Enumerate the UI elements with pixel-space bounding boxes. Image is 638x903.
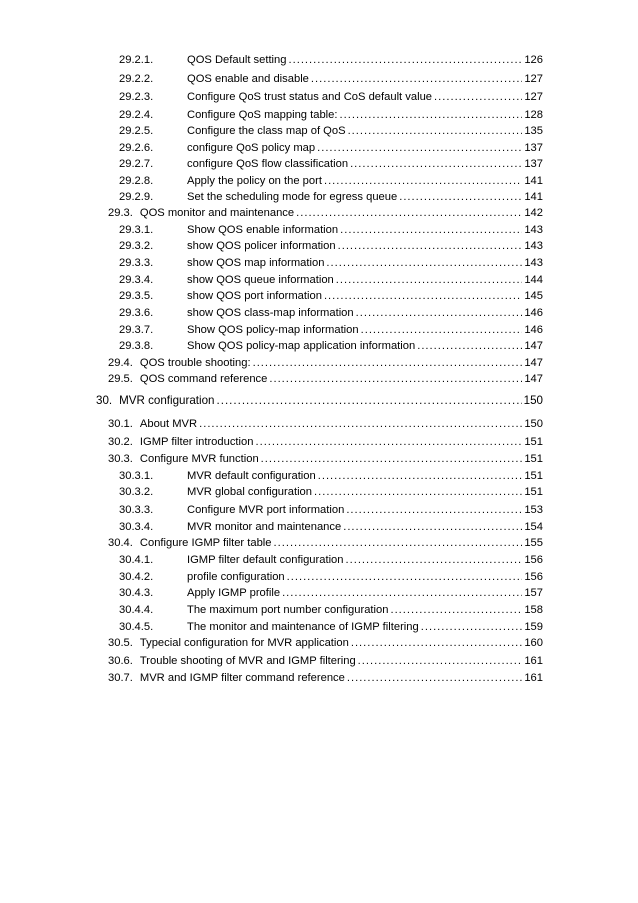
toc-entry-number: 30.4.2. (119, 571, 154, 583)
toc-entry-page-number: 160 (524, 637, 543, 649)
toc-entry-title: MVR default configuration (187, 470, 316, 482)
dot-leader (324, 287, 522, 305)
toc-entry-title: Set the scheduling mode for egress queue (187, 191, 398, 203)
toc-entry-number: 30.4.4. (119, 604, 154, 616)
toc-entry-title: configure QoS policy map (187, 142, 316, 154)
toc-entry-number: 29.3.5. (119, 290, 154, 302)
toc-entry-page-number: 141 (524, 191, 543, 203)
toc-entry-number: 29.2.5. (119, 125, 154, 137)
dot-leader (269, 370, 522, 388)
toc-entry[interactable] (119, 501, 543, 519)
dot-leader (296, 204, 522, 222)
dot-leader (314, 483, 522, 501)
toc-entry-title: Apply the policy on the port (187, 175, 322, 187)
toc-entry-number: 30.4.5. (119, 621, 154, 633)
toc-entry-title: Configure MVR port information (187, 504, 345, 516)
toc-entry-number: 29.3.8. (119, 340, 154, 352)
toc-entry-page-number: 151 (524, 453, 543, 465)
toc-entry-page-number: 128 (524, 109, 543, 121)
toc-entry[interactable] (119, 601, 543, 619)
toc-entry[interactable] (119, 584, 543, 602)
toc-entry-title: QOS Default setting (187, 54, 287, 66)
dot-leader (346, 501, 522, 519)
dot-leader (338, 237, 523, 255)
dot-leader (347, 669, 522, 687)
toc-entry-title: MVR monitor and maintenance (187, 521, 342, 533)
toc-entry-page-number: 137 (524, 142, 543, 154)
toc-entry-title: show QOS class-map information (187, 307, 354, 319)
toc-entry-title: Configure QoS mapping table: (187, 109, 338, 121)
toc-entry-title: IGMP filter default configuration (187, 554, 344, 566)
toc-entry-page-number: 155 (524, 537, 543, 549)
toc-entry-number: 29.3.3. (119, 257, 154, 269)
toc-entry-page-number: 159 (524, 621, 543, 633)
toc-entry[interactable] (119, 122, 543, 140)
toc-entry-page-number: 156 (524, 571, 543, 583)
toc-entry[interactable] (108, 669, 543, 687)
dot-leader (390, 601, 522, 619)
toc-entry-number: 29.3.4. (119, 274, 154, 286)
dot-leader (358, 652, 523, 670)
toc-entry-number: 30.4.3. (119, 587, 154, 599)
dot-leader (350, 155, 522, 173)
toc-entry-page-number: 142 (524, 207, 543, 219)
toc-entry[interactable] (108, 652, 543, 670)
toc-entry-title: Show QOS policy-map information (187, 324, 359, 336)
toc-entry-title: IGMP filter introduction (139, 436, 254, 448)
toc-entry-title: QOS command reference (139, 373, 268, 385)
toc-entry-number: 29.2.7. (119, 158, 154, 170)
toc-entry-number: 30.1. (108, 418, 133, 430)
toc-entry[interactable] (108, 433, 543, 451)
toc-entry[interactable] (119, 551, 543, 569)
toc-entry-page-number: 137 (524, 158, 543, 170)
toc-entry-page-number: 157 (524, 587, 543, 599)
toc-entry[interactable] (108, 450, 543, 468)
toc-entry-page-number: 141 (524, 175, 543, 187)
dot-leader (199, 415, 522, 433)
toc-entry-number: 29.2.3. (119, 91, 154, 103)
toc-entry-number: 29.2.6. (119, 142, 154, 154)
toc-entry-title: MVR configuration (119, 394, 215, 407)
toc-entry-title: configure QoS flow classification (187, 158, 349, 170)
toc-entry[interactable] (108, 370, 543, 388)
toc-entry-number: 29.5. (108, 373, 133, 385)
toc-entry-number: 29.2.8. (119, 175, 154, 187)
toc-entry-page-number: 153 (524, 504, 543, 516)
toc-entry-page-number: 143 (524, 240, 543, 252)
toc-entry-number: 29.2.1. (119, 54, 154, 66)
dot-leader (261, 450, 523, 468)
toc-entry-page-number: 127 (524, 91, 543, 103)
dot-leader (434, 88, 522, 106)
toc-entry-page-number: 143 (524, 224, 543, 236)
dot-leader (311, 70, 522, 88)
toc-entry-title: QOS enable and disable (187, 73, 309, 85)
toc-entry-title: show QOS port information (187, 290, 322, 302)
toc-entry[interactable] (119, 88, 543, 106)
dot-leader (346, 551, 523, 569)
toc-entry-title: profile configuration (187, 571, 285, 583)
toc-entry-number: 29.2.9. (119, 191, 154, 203)
toc-entry[interactable] (119, 237, 543, 255)
toc-entry-number: 30.6. (108, 655, 133, 667)
toc-entry-title: show QOS policer information (187, 240, 336, 252)
toc-entry-page-number: 146 (524, 324, 543, 336)
toc-entry-title: QOS trouble shooting: (139, 357, 251, 369)
toc-entry-number: 30.3.1. (119, 470, 154, 482)
toc-entry-page-number: 151 (524, 436, 543, 448)
toc-entry-title: Configure the class map of QoS (187, 125, 346, 137)
toc-entry-title: Configure MVR function (139, 453, 259, 465)
dot-leader (282, 584, 522, 602)
toc-entry[interactable] (119, 483, 543, 501)
toc-entry[interactable] (108, 415, 543, 433)
toc-entry[interactable] (119, 287, 543, 305)
toc-entry-page-number: 161 (524, 672, 543, 684)
dot-leader (255, 433, 522, 451)
toc-entry-page-number: 151 (524, 470, 543, 482)
toc-entry-number: 29.2.4. (119, 109, 154, 121)
toc-entry-title: The maximum port number configuration (187, 604, 389, 616)
toc-entry-number: 30.7. (108, 672, 133, 684)
toc-entry[interactable] (108, 534, 543, 552)
toc-entry-number: 30.5. (108, 637, 133, 649)
toc-entry-title: show QOS queue information (187, 274, 334, 286)
toc-entry-page-number: 145 (524, 290, 543, 302)
toc-entry-number: 30. (96, 394, 113, 407)
dot-leader (326, 254, 522, 272)
dot-leader (348, 122, 523, 140)
toc-entry-number: 30.3.2. (119, 486, 154, 498)
dot-leader (217, 392, 522, 410)
toc-entry-number: 30.4.1. (119, 554, 154, 566)
toc-entry-title: The monitor and maintenance of IGMP filtering (187, 621, 419, 633)
toc-entry-title: show QOS map information (187, 257, 325, 269)
toc-entry-page-number: 147 (524, 340, 543, 352)
toc-entry-number: 29.3.2. (119, 240, 154, 252)
toc-entry-title: Show QOS enable information (187, 224, 339, 236)
toc-entry[interactable] (119, 70, 543, 88)
toc-entry-title: Configure QoS trust status and CoS default value (187, 91, 433, 103)
toc-entry-title: Apply IGMP profile (187, 587, 281, 599)
toc-entry[interactable] (119, 254, 543, 272)
toc-entry-page-number: 151 (524, 486, 543, 498)
toc-entry-number: 29.3.7. (119, 324, 154, 336)
toc-entry-page-number: 127 (524, 73, 543, 85)
toc-entry-page-number: 147 (524, 373, 543, 385)
toc-entry-page-number: 156 (524, 554, 543, 566)
toc-entry-page-number: 150 (524, 418, 543, 430)
toc-entry-title: About MVR (139, 418, 198, 430)
toc-entry-page-number: 158 (524, 604, 543, 616)
dot-leader (356, 304, 523, 322)
toc-entry-title: MVR global configuration (187, 486, 312, 498)
toc-entry-number: 30.3. (108, 453, 133, 465)
toc-entry-page-number: 144 (524, 274, 543, 286)
toc-entry-page-number: 150 (523, 394, 543, 407)
toc-entry-title: Trouble shooting of MVR and IGMP filtering (139, 655, 356, 667)
toc-entry-number: 29.3.1. (119, 224, 154, 236)
toc-entry-page-number: 161 (524, 655, 543, 667)
toc-entry-title: MVR and IGMP filter command reference (139, 672, 345, 684)
toc-entry-page-number: 154 (524, 521, 543, 533)
dot-leader (417, 337, 522, 355)
toc-entry-title: QOS monitor and maintenance (139, 207, 295, 219)
toc-entry-number: 30.2. (108, 436, 133, 448)
toc-entry-title: Typecial configuration for MVR application (139, 637, 349, 649)
toc-entry-number: 30.3.3. (119, 504, 154, 516)
toc-entry-number: 29.2.2. (119, 73, 154, 85)
dot-leader (351, 634, 522, 652)
toc-entry-number: 29.4. (108, 357, 133, 369)
toc-entry-page-number: 135 (524, 125, 543, 137)
toc-entry-page-number: 146 (524, 307, 543, 319)
toc-entry[interactable] (119, 51, 543, 69)
toc-entry[interactable] (108, 204, 543, 222)
toc-entry-number: 29.3. (108, 207, 133, 219)
toc-entry-title: Show QOS policy-map application information (187, 340, 416, 352)
toc-entry-page-number: 147 (524, 357, 543, 369)
toc-entry[interactable] (96, 392, 543, 410)
toc-entry[interactable] (108, 634, 543, 652)
toc-entry-title: Configure IGMP filter table (139, 537, 272, 549)
toc-entry-page-number: 126 (524, 54, 543, 66)
dot-leader (289, 51, 523, 69)
toc-entry-number: 30.4. (108, 537, 133, 549)
toc-entry[interactable] (119, 337, 543, 355)
dot-leader (274, 534, 523, 552)
toc-entry[interactable] (119, 304, 543, 322)
toc-entry[interactable] (119, 155, 543, 173)
toc-entry-number: 29.3.6. (119, 307, 154, 319)
toc-entry-page-number: 143 (524, 257, 543, 269)
toc-entry-number: 30.3.4. (119, 521, 154, 533)
